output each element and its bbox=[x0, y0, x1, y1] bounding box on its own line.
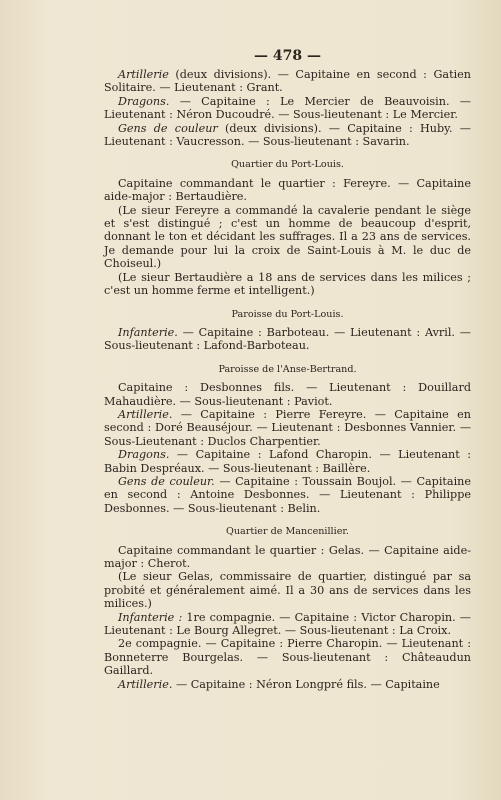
paragraph-text: 2e compagnie. — Capitaine : Pierre Charopin. — Lieutenant : Bonneterre Bourgelas. — Sous-lieutenant : Châteaudun Gaillard. bbox=[104, 637, 471, 678]
paragraph-lead: Infanterie. bbox=[118, 325, 178, 339]
paragraph bbox=[104, 570, 471, 610]
paragraph bbox=[104, 678, 471, 691]
section-heading: Quartier de Mancenillier. bbox=[226, 526, 349, 538]
paragraph-text: (deux divisions). — Capitaine en second : Gatien Solitaire. — Lieutenant : Grant. bbox=[104, 68, 471, 95]
paragraph-lead: Dragons. bbox=[118, 94, 170, 108]
paragraph-text: — Capitaine : Le Mercier de Beauvoisin. — Lieutenant : Néron Ducoudré. — Sous-lieutenant : Le Mercier. bbox=[104, 94, 471, 122]
paragraph bbox=[104, 177, 471, 204]
paragraph bbox=[104, 326, 471, 353]
paragraph-lead: Artillerie bbox=[118, 68, 169, 81]
paragraph bbox=[104, 544, 471, 571]
section-heading: Paroisse du Port-Louis. bbox=[231, 308, 344, 320]
page-number: — 478 — bbox=[254, 48, 321, 64]
document-body bbox=[104, 68, 471, 691]
paragraph bbox=[104, 122, 471, 149]
paragraph bbox=[104, 611, 471, 638]
paragraph-lead: Gens de couleur. bbox=[118, 474, 215, 488]
paragraph-text: Capitaine commandant le quartier : Gelas. — Capitaine aide-major : Cherot. bbox=[104, 543, 471, 570]
paragraph bbox=[104, 381, 471, 408]
paragraph-text: Capitaine : Desbonnes fils. — Lieutenant : Douillard Mahaudière. — Sous-lieutenant : Paviot. bbox=[104, 381, 471, 408]
paragraph bbox=[104, 95, 471, 122]
paragraph-text: — Capitaine : Barboteau. — Lieutenant : Avril. — Sous-lieutenant : Lafond-Barboteau. bbox=[104, 325, 471, 353]
paragraph bbox=[104, 637, 471, 677]
paragraph-lead: Dragons. bbox=[118, 448, 170, 462]
paragraph bbox=[104, 204, 471, 271]
paragraph-lead: Gens de couleur bbox=[118, 121, 218, 135]
paragraph-text: 1re compagnie. — Capitaine : Victor Charopin. — Lieutenant : Le Bourg Allegret. — Sous-lieutenant : La Croix. bbox=[104, 610, 471, 638]
paragraph-text: (Le sieur Bertaudière a 18 ans de services dans les milices ; c'est un homme ferme et intelligent.) bbox=[104, 270, 471, 298]
paragraph-text: — Capitaine : Néron Longpré fils. — Capitaine bbox=[172, 677, 440, 691]
paragraph-lead: Artillerie. bbox=[118, 407, 173, 421]
paragraph-text: (deux divisions). — Capitaine : Huby. — Lieutenant : Vaucresson. — Sous-lieutenant : Savarin. bbox=[104, 121, 471, 149]
paragraph-text: — Capitaine : Pierre Fereyre. — Capitaine en second : Doré Beauséjour. — Lieutenant : Desbonnes Vannier. — Sous-Lieutenant : Duclos Charpentier. bbox=[104, 407, 471, 448]
paragraph-lead: Artillerie. bbox=[118, 677, 173, 691]
paragraph bbox=[104, 271, 471, 298]
paragraph-text: — Capitaine : Toussain Boujol. — Capitaine en second : Antoine Desbonnes. — Lieutenant : Philippe Desbonnes. — Sous-lieutenant : Belin. bbox=[104, 474, 471, 515]
paragraph bbox=[104, 408, 471, 448]
paragraph bbox=[104, 475, 471, 515]
paragraph-text: — Capitaine : Lafond Charopin. — Lieutenant : Babin Despréaux. — Sous-lieutenant : Baillère. bbox=[104, 448, 471, 475]
paragraph bbox=[104, 68, 471, 95]
section-heading: Quartier du Port-Louis. bbox=[231, 159, 344, 171]
paragraph-lead: Infanterie : bbox=[118, 610, 183, 624]
paragraph-text: (Le sieur Fereyre a commandé la cavalerie pendant le siège et s'est distingué ; c'est un homme de beaucoup d'esprit, donnant le ton et décidant les suffrages. Il a 23 ans de services. Je demande pour lui la croix de Saint-Louis à M. le duc de Choiseul.) bbox=[104, 203, 471, 271]
paragraph bbox=[104, 448, 471, 475]
paragraph-text: (Le sieur Gelas, commissaire de quartier, distingué par sa probité et généralement aimé. Il a 30 ans de services dans les milices.) bbox=[104, 570, 471, 611]
section-heading: Paroisse de l'Anse-Bertrand. bbox=[218, 363, 357, 375]
paragraph-text: Capitaine commandant le quartier : Fereyre. — Capitaine aide-major : Bertaudière. bbox=[104, 176, 471, 204]
